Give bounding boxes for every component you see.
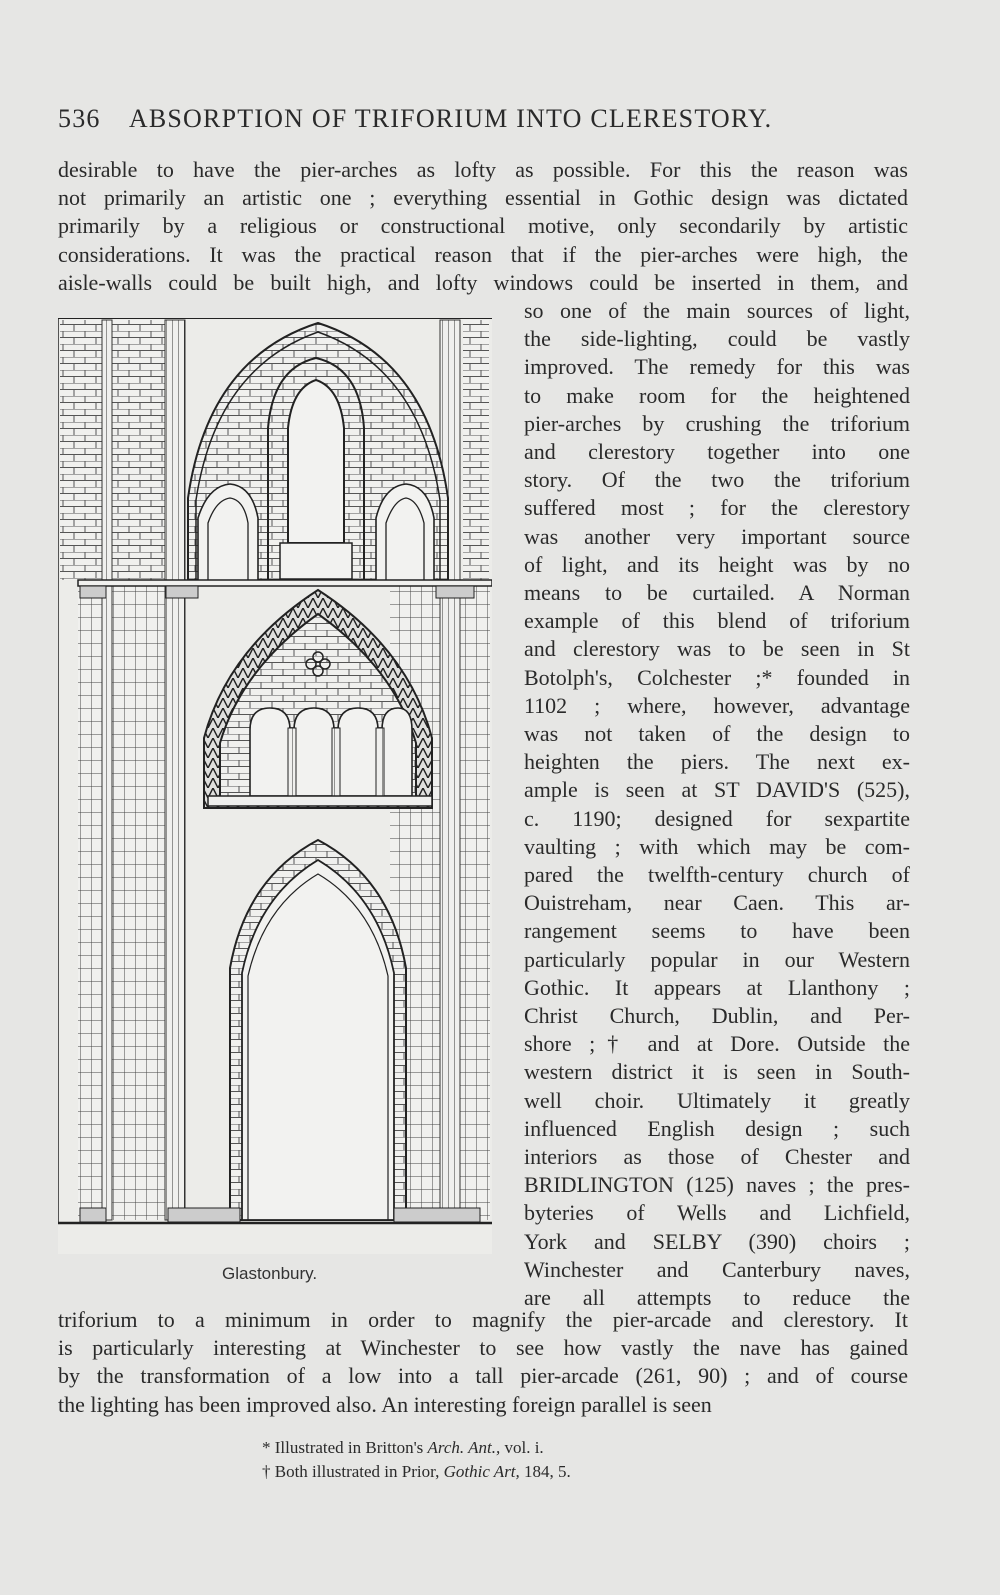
text-line: BRIDLINGTON (125) naves ; the pres- — [524, 1172, 910, 1198]
running-header — [58, 104, 858, 134]
text-line: story. Of the two the triforium — [524, 467, 910, 493]
text-line: was another very important source — [524, 523, 910, 549]
text-line: are all attempts to reduce the — [524, 1285, 910, 1310]
text-line: improved. The remedy for this was — [524, 354, 910, 380]
footnote-text: Illustrated in Britton's — [274, 1438, 424, 1457]
footnote-italic: Gothic Art, — [443, 1462, 520, 1481]
text-line: means to be curtailed. A Norman — [524, 580, 910, 605]
text-line: ample is seen at ST DAVID'S (525), — [524, 777, 910, 803]
text-line: rangement seems to have been — [524, 918, 910, 944]
text-line: Botolph's, Colchester ;* founded in — [524, 664, 910, 690]
text-line: so one of the main sources of light, — [524, 298, 910, 323]
text-line: was not taken of the design to — [524, 721, 910, 746]
text-line: western district it is seen in South- — [524, 1059, 910, 1085]
text-line: primarily by a religious or constructional motive, only secondarily by artistic — [58, 213, 908, 239]
footnote-2 — [262, 1462, 571, 1482]
text-line: and clerestory together into one — [524, 439, 910, 464]
text-line: by the transformation of a low into a tall pier-arcade (261, 90) ; and of course — [58, 1363, 908, 1389]
text-line: desirable to have the pier-arches as lofty as possible. For this the reason was — [58, 157, 908, 182]
text-line: and clerestory was to be seen in St — [524, 636, 910, 662]
text-line: considerations. It was the practical reason that if the pier-arches were high, the — [58, 241, 908, 267]
footnote-mark: * — [262, 1438, 271, 1457]
text-line: Gothic. It appears at Llanthony ; — [524, 974, 910, 1000]
text-line: the lighting has been improved also. An interesting foreign parallel is seen — [58, 1391, 712, 1417]
page-title: ABSORPTION OF TRIFORIUM INTO CLERESTORY. — [128, 104, 773, 133]
text-line: pier-arches by crushing the triforium — [524, 410, 910, 436]
text-line: example of this blend of triforium — [524, 608, 910, 634]
text-line: triforium to a minimum in order to magnify the pier-arcade and clerestory. It — [58, 1307, 908, 1332]
text-line: heighten the piers. The next ex- — [524, 749, 910, 775]
text-line: of light, and its height was by no — [524, 551, 910, 577]
text-line: not primarily an artistic one ; everything essential in Gothic design was dictated — [58, 185, 908, 211]
footnote-text: Both illustrated in Prior, — [274, 1462, 440, 1481]
text-line: York and SELBY (390) choirs ; — [524, 1228, 910, 1254]
text-line: shore ;† and at Dore. Outside the — [524, 1031, 910, 1057]
text-line: is particularly interesting at Winchester to see how vastly the nave has gained — [58, 1335, 908, 1361]
text-line: aisle-walls could be built high, and lofty windows could be inserted in them, and — [58, 269, 908, 295]
text-line: particularly popular in our Western — [524, 946, 910, 972]
text-line: Ouistreham, near Caen. This ar- — [524, 890, 910, 916]
text-line: Christ Church, Dublin, and Per- — [524, 1003, 910, 1028]
footnote-italic: Arch. Ant., — [427, 1438, 501, 1457]
text-line: well choir. Ultimately it greatly — [524, 1087, 910, 1113]
text-line: the side-lighting, could be vastly — [524, 326, 910, 352]
text-line: 1102 ; where, however, advantage — [524, 692, 910, 718]
text-line: byteries of Wells and Lichfield, — [524, 1200, 910, 1226]
figure-caption: Glastonbury. — [222, 1264, 318, 1283]
text-line: suffered most ; for the clerestory — [524, 495, 910, 521]
footnote-rest: 184, 5. — [524, 1462, 571, 1481]
text-line: influenced English design ; such — [524, 1115, 910, 1141]
text-line: pared the twelfth-century church of — [524, 862, 910, 887]
footnote-1 — [262, 1438, 544, 1458]
page-number: 536 — [58, 104, 101, 133]
text-line: interiors as those of Chester and — [524, 1144, 910, 1169]
text-line: c. 1190; designed for sexpartite — [524, 805, 910, 831]
glastonbury-elevation-illustration — [58, 318, 492, 1254]
text-line: vaulting ; with which may be com- — [524, 833, 910, 859]
footnote-mark: † — [262, 1462, 271, 1481]
text-line: to make room for the heightened — [524, 382, 910, 408]
footnote-rest: vol. i. — [504, 1438, 544, 1457]
text-line: Winchester and Canterbury naves, — [524, 1256, 910, 1282]
